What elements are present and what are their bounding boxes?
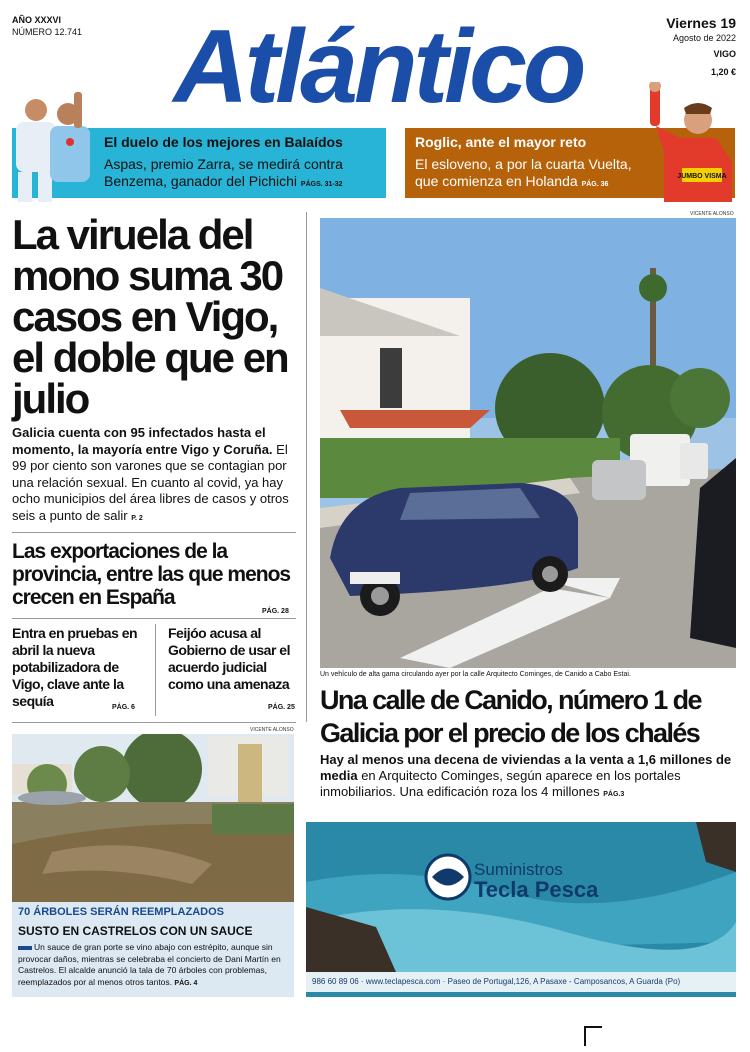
feijoo-page-ref: PÁG. 25: [268, 704, 295, 711]
brief-divider: [155, 624, 156, 716]
ad-sea-background: [306, 822, 736, 997]
divider: [12, 722, 296, 723]
sports-teaser-page: PÁGS. 31-32: [300, 181, 343, 188]
ad-footer: 986 60 89 06 · www.teclapesca.com · Paseo de Portugal,126, A Pasaxe - Camposancos, A Guarda (Po): [306, 972, 736, 992]
street-photo-credit: VICENTE ALONSO: [690, 211, 734, 217]
divider: [12, 618, 296, 619]
canido-page-ref: PÁG.3: [603, 791, 625, 798]
main-page-ref: P. 2: [131, 514, 143, 522]
newspaper-logo: [98, 2, 658, 120]
tree-story-headline: SUSTO EN CASTRELOS CON UN SAUCE: [18, 924, 253, 938]
column-divider: [306, 212, 307, 722]
ad-brand-line1: Suministros: [474, 860, 563, 879]
day-label: Viernes 19: [666, 15, 736, 31]
ad-brand-line2: Tecla Pesca: [474, 877, 599, 902]
water-plant-headline[interactable]: Entra en pruebas en abril la nueva potabilizadora de Vigo, clave ante la sequía: [12, 625, 138, 709]
street-photo-caption: Un vehículo de alta gama circulando ayer por la calle Arquitecto Cominges, de Canido a Cabo Estai.: [320, 671, 631, 678]
page-corner-mark: [584, 1026, 602, 1046]
divider: [12, 532, 296, 533]
cycling-teaser-headline: Roglic, ante el mayor reto: [415, 134, 587, 150]
sports-teaser-text: Aspas, premio Zarra, se medirá contra Benzema, ganador del Pichichi PÁGS. 31-32: [104, 156, 343, 189]
tree-photo-credit: VICENTE ALONSO: [250, 727, 294, 733]
city-label: VIGO: [713, 49, 736, 59]
masthead-title: Atlántico: [173, 9, 583, 120]
tree-story-kicker: 70 ÁRBOLES SERÁN REEMPLAZADOS: [18, 906, 224, 918]
masthead-right: [666, 14, 736, 78]
canido-lead: Hay al menos una decena de viviendas a la venta a 1,6 millones de media en Arquitecto Cominges, según aparece en los portales inmobiliarios. Una edificación roza los 4 millones PÁG.3: [320, 752, 732, 799]
bullet-marker: [18, 946, 32, 950]
cyclist-image: [640, 82, 736, 202]
issue-number: NÚMERO 12.741: [12, 27, 83, 37]
main-headline[interactable]: La viruela del mono suma 30 casos en Vigo, el doble que en julio: [12, 211, 288, 422]
tecla-pesca-ad[interactable]: [306, 822, 736, 997]
tree-story-text: Un sauce de gran porte se vino abajo con estrépito, aunque sin provocar daños, mientras se celebraba el concierto de Dani Martín en Castrelos. El alcalde anunció la tala de 70 árboles con problemas, reemplazados por al menos otros tantos. PÁG. 4: [18, 942, 281, 987]
masthead-left: [12, 14, 82, 38]
main-lead: Galicia cuenta con 95 infectados hasta el momento, la mayoría entre Vigo y Coruña. El 99 por ciento son varones que se contagian por una relación sexual. En cuanto al covid, ya hay ocho municipios del área libres de casos y otros seis a punto de salir P. 2: [12, 425, 289, 523]
cycling-teaser-page: PÁG. 36: [581, 181, 609, 188]
cycling-teaser-text: El esloveno, a por la cuarta Vuelta, que comienza en Holanda PÁG. 36: [415, 156, 632, 189]
svg-text:JUMBO VISMA: JUMBO VISMA: [677, 173, 727, 180]
year-label: AÑO XXXVI: [12, 15, 62, 25]
tree-story-box[interactable]: [12, 902, 294, 997]
exports-headline[interactable]: Las exportaciones de la provincia, entre las que menos crecen en España: [12, 540, 291, 609]
date-label: Agosto de 2022: [672, 33, 736, 43]
price-label: 1,20 €: [710, 67, 736, 77]
exports-page-ref: PÁG. 28: [262, 608, 289, 615]
fallen-tree-photo: [12, 734, 294, 902]
feijoo-headline[interactable]: Feijóo acusa al Gobierno de usar el acuerdo judicial como una amenaza: [168, 625, 290, 692]
sports-teaser-headline: El duelo de los mejores en Balaídos: [104, 134, 343, 150]
canido-headline[interactable]: Una calle de Canido, número 1 de Galicia por el precio de los chalés: [320, 685, 701, 748]
water-plant-page-ref: PÁG. 6: [112, 704, 135, 711]
football-players-image: [6, 90, 96, 202]
street-car-photo: [320, 218, 736, 668]
